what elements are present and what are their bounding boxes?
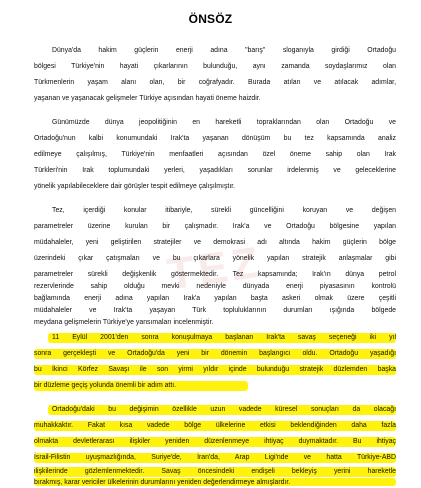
paragraph-line: üzerindeki çıkar çatışmaları ve bu çıkarlara yönelik yapılan stratejik anlaşmalar gibi	[34, 255, 396, 262]
page-title: ÖNSÖZ	[188, 12, 233, 26]
paragraph-line: Dünya'da hakim güçlerin enerji adına "barış" sloganıyla girdiği Ortadoğu	[52, 47, 396, 54]
paragraph-line: İsrail-Filistin uyuşmazlığında, Suriye'de, İran'da, Arap Ligi'nde ve hatta Türkiye-ABD	[34, 454, 396, 461]
paragraph-line: ilişkilerinde gözlemlenmektedir. Savaş öncesindeki endişeli bekleyiş yerini hareketle	[34, 468, 396, 475]
paragraph-line: bırakmış, karar vericiler ülkelerinin durumlarını yeniden değerlendirmeye almışlardır.	[34, 479, 291, 486]
watermark: TEZ	[164, 237, 266, 300]
paragraph-line: olmakta devletlerarası ilişkiler yeniden düzenlenmeye ihtiyaç duymaktadır. Bu ihtiyaç	[34, 438, 396, 445]
paragraph-line: bu İkinci Körfez Savaşı ile son yirmi yıldır içinde bulunduğu stratejik düzlemden başka	[34, 366, 396, 373]
paragraph-line: sonra gerçekleşti ve Ortadoğu'da yeni bir dönemin başlangıcı oldu. Ortadoğu yaşadığı	[34, 350, 396, 357]
paragraph-line: muhakkaktır. Fakat kısa vadede bölge ülkelerine etkisi beklendiğinden daha fazla	[34, 422, 396, 429]
paragraph-line: 11 Eylül 2001'den sonra konuşulmaya başlanan Irak'ta savaş seçeneği iki yıl	[52, 334, 396, 341]
paragraph-line: Ortadoğu'daki bu değişimin özellikle uzun vadede küresel sonuçları da olacağı	[52, 406, 396, 413]
paragraph-line: Tez, içerdiği konular itibariyle, sürekli güncelliğini koruyan ve değişen	[52, 207, 396, 214]
paragraph-line: müdahaleler, yeni geliştirilen stratejiler ve demokrasi adı altında hakim güçlerin bölge	[34, 239, 396, 246]
paragraph-line: bağlamında enerji adına yapılan Irak'a yapılan başta askeri olmak üzere çeşitli	[34, 295, 396, 302]
paragraph-line: meydana gelişmelerin Türkiye'ye yansımaları incelenmiştir.	[34, 319, 214, 326]
paragraph-line: Günümüzde dünya jeopolitiğinin en hareketli topraklarından olan Ortadoğu ve	[52, 119, 396, 126]
paragraph-line: yönelik yapılabileceklere dair görüşler tespit edilmeye çalışılmıştır.	[34, 183, 236, 190]
paragraph-line: bölgesi Türkiye'nin hayati çıkarlarının bulunduğu, aynı zamanda soydaşlarımız olan	[34, 63, 396, 70]
paragraph-line: müdahaleler ve Irak'ta yaşayan Türk topluluklarının durumları ışığında bölgede	[34, 307, 396, 314]
paragraph-line: rezervlerinde sahip olduğu mevki nedeniyle dünyada enerji piyasasının kontrolü	[34, 283, 396, 290]
paragraph-line: Türkmenlerin yaşam alanı olan, bir coğrafyadır. Burada atılan ve atılacak adımlar,	[34, 79, 396, 86]
paragraph-line: yaşanan ve yaşanacak gelişmeler Türkiye açısından hayati öneme haizdir.	[34, 95, 261, 102]
paragraph-line: Türkleri'nin Irak toplumundaki yerleri, yaşadıkları sorunlar irdelenmiş ve geleceklerine	[34, 167, 396, 174]
paragraph-line: Ortadoğu'nun kalbi konumundaki Irak'ta yaşanan dönüşüm bu tez kapsamında analiz	[34, 135, 396, 142]
paragraph-line: parametreler üzerine kurulan bir çalışmadır. Irak'a ve Ortadoğu bölgesine yapılan	[34, 223, 396, 230]
paragraph-line: edilmeye çalışılmış, Türkiye'nin menfaatleri açısından özel öneme sahip olan Irak	[34, 151, 396, 158]
paragraph-line: parametreler sürekli değişkenlik göstermektedir. Tez kapsamında; Irak'ın dünya petrol	[34, 271, 396, 278]
paragraph-line: bir düzleme geçiş yolunda önemli bir adım attı.	[34, 382, 177, 389]
